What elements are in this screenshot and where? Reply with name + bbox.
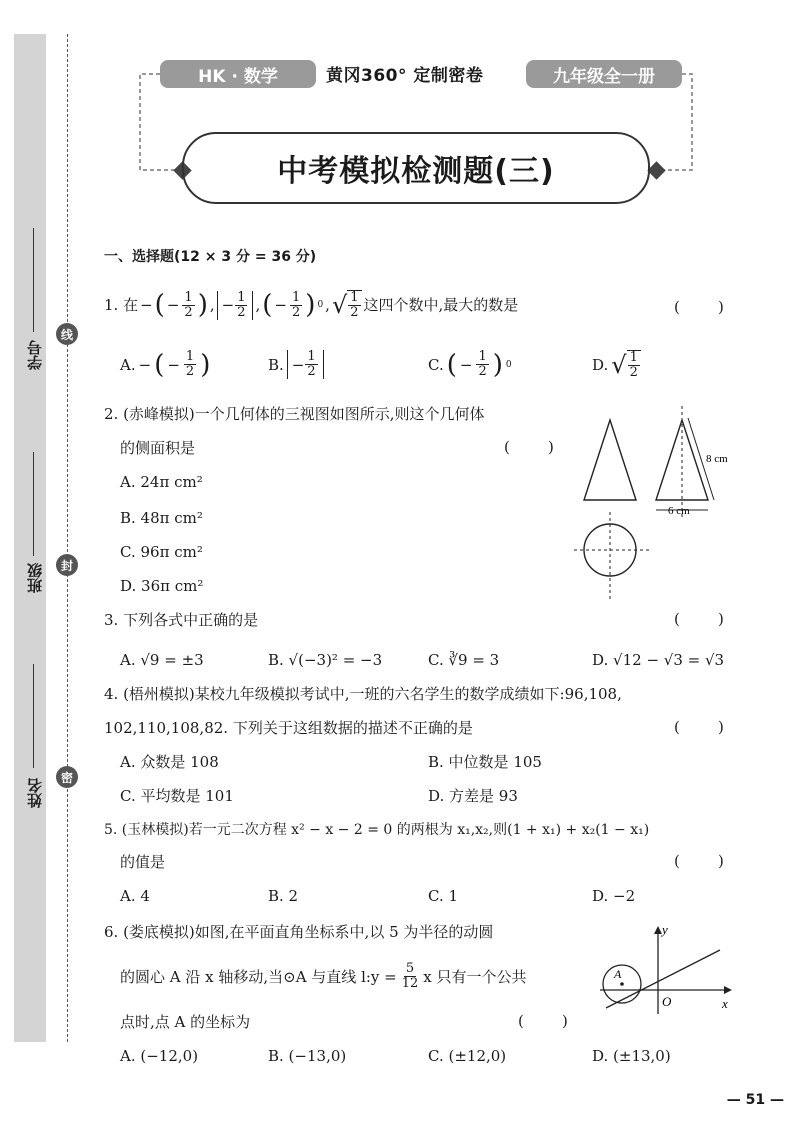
- question-6-line3: 点时,点 A 的坐标为: [120, 1013, 251, 1031]
- answer-blank-1[interactable]: ( ): [674, 298, 724, 316]
- option-4d[interactable]: D. 方差是 93: [428, 787, 518, 805]
- q1-comma: ,: [255, 296, 261, 314]
- option-5d[interactable]: D. −2: [592, 887, 636, 905]
- coordinate-figure: [596, 918, 746, 1018]
- x-label: x: [722, 996, 728, 1011]
- grade-pill: 九年级全一册: [526, 60, 682, 88]
- three-view-figure: [570, 400, 750, 605]
- option-5a[interactable]: A. 4: [120, 887, 150, 905]
- q1-paren-close: ): [197, 290, 208, 320]
- subject-pill: HK · 数学: [160, 60, 316, 88]
- page-title: 中考模拟检测题(三): [182, 132, 650, 204]
- point-a-label: A: [614, 967, 622, 981]
- slant-label: 8 cm: [706, 453, 728, 465]
- q1-minus: −: [140, 296, 153, 314]
- question-2-line2: 的侧面积是: [120, 439, 196, 457]
- option-6a[interactable]: A. (−12,0): [120, 1047, 199, 1065]
- brand-text: 黄冈360° 定制密卷: [326, 66, 484, 86]
- class-line: [33, 452, 34, 556]
- option-2a[interactable]: A. 24π cm²: [120, 473, 203, 491]
- exponent-zero: 0: [317, 300, 324, 310]
- option-6b[interactable]: B. (−13,0): [268, 1047, 347, 1065]
- x-arrow-icon: [724, 986, 732, 994]
- cut-line: [67, 34, 68, 1042]
- option-1d[interactable]: D. √ $\frac{1}{2}$: [592, 350, 641, 380]
- seal-mark-line: 线: [56, 323, 78, 345]
- name-field[interactable]: [24, 778, 44, 814]
- origin-label: O: [662, 994, 672, 1009]
- option-4b[interactable]: B. 中位数是 105: [428, 753, 542, 771]
- q1-paren-open: (: [154, 290, 165, 320]
- option-6c[interactable]: C. (±12,0): [428, 1047, 507, 1065]
- answer-blank-6[interactable]: ( ): [518, 1012, 568, 1030]
- class-label: 班级: [26, 563, 44, 593]
- answer-blank-3[interactable]: ( ): [674, 610, 724, 628]
- option-2c[interactable]: C. 96π cm²: [120, 543, 203, 561]
- option-4c[interactable]: C. 平均数是 101: [120, 787, 234, 805]
- fraction: $\frac{1}{2}$: [292, 289, 301, 320]
- question-6-line1: 6. (娄底模拟)如图,在平面直角坐标系中,以 5 为半径的动圆: [104, 923, 494, 941]
- base-label: 6 cm: [668, 505, 690, 517]
- question-5-line2: 的值是: [120, 853, 166, 871]
- q1-tail: 这四个数中,最大的数是: [363, 296, 519, 314]
- name-line: [33, 664, 34, 768]
- q1-num: 1. 在: [104, 296, 139, 314]
- q1-minus: −: [166, 296, 180, 314]
- option-2b[interactable]: B. 48π cm²: [120, 509, 203, 527]
- option-5b[interactable]: B. 2: [268, 887, 299, 905]
- front-view-triangle: [584, 420, 636, 500]
- seal-mark-seal: 封: [56, 554, 78, 576]
- y-label: y: [662, 922, 668, 937]
- option-4a[interactable]: A. 众数是 108: [120, 753, 219, 771]
- question-4-line1: 4. (梧州模拟)某校九年级模拟考试中,一班的六名学生的数学成绩如下:96,108,: [104, 685, 622, 703]
- binding-strip: [14, 34, 46, 1042]
- abs-value: − $\frac{1}{2}$: [217, 291, 254, 320]
- fraction: $\frac{5}{12}$: [401, 961, 419, 991]
- option-1a[interactable]: A. − ( − $\frac{1}{2}$ ): [120, 349, 211, 380]
- sqrt-expression: √ $\frac{1}{2}$: [332, 290, 362, 320]
- student-id-field[interactable]: [24, 340, 44, 376]
- answer-blank-5[interactable]: ( ): [674, 852, 724, 870]
- answer-blank-4[interactable]: ( ): [674, 718, 724, 736]
- option-3d[interactable]: D. √12 − √3 = √3: [592, 651, 725, 669]
- section-heading: 一、选择题(12 × 3 分 = 36 分): [104, 249, 317, 265]
- question-6-line2: 的圆心 A 沿 x 轴移动,当⊙A 与直线 l:y = $\frac{5}{12}$ x 只有一个公共: [120, 961, 527, 991]
- fraction: $\frac{1}{2}$: [184, 289, 193, 320]
- seal-mark-secret: 密: [56, 766, 78, 788]
- q1-comma: ,: [325, 296, 330, 314]
- option-6d[interactable]: D. (±13,0): [592, 1047, 671, 1065]
- option-3a[interactable]: A. √9 = ±3: [120, 651, 204, 669]
- name-label: 姓名: [26, 778, 44, 808]
- option-1b[interactable]: B. − $\frac{1}{2}$: [268, 350, 324, 379]
- question-1-stem: 1. 在 − ( − $\frac{1}{2}$ ) , − $\frac{1}{2}$ , ( − $\frac{1}{2}$ ) 0 , √ $\frac{1}{2}$ 这四个数中,最大的数是: [104, 289, 519, 320]
- page-number: — 51 —: [726, 1092, 784, 1108]
- question-5-line1: 5. (玉林模拟)若一元二次方程 x² − x − 2 = 0 的两根为 x₁,x₂,则(1 + x₁) + x₂(1 − x₁): [104, 822, 650, 838]
- option-2d[interactable]: D. 36π cm²: [120, 577, 204, 595]
- question-4-line2: 102,110,108,82. 下列关于这组数据的描述不正确的是: [104, 719, 473, 737]
- answer-blank-2[interactable]: ( ): [504, 438, 554, 456]
- option-3b[interactable]: B. √(−3)² = −3: [268, 651, 383, 669]
- student-id-line: [33, 228, 34, 332]
- y-arrow-icon: [654, 926, 662, 934]
- option-5c[interactable]: C. 1: [428, 887, 459, 905]
- question-3-stem: 3. 下列各式中正确的是: [104, 611, 259, 629]
- class-field[interactable]: [24, 563, 44, 599]
- q1-comma: ,: [209, 296, 215, 314]
- question-2-line1: 2. (赤峰模拟)一个几何体的三视图如图所示,则这个几何体: [104, 405, 485, 423]
- option-1c[interactable]: C. ( − $\frac{1}{2}$ ) 0: [428, 349, 512, 380]
- student-id-label: 学号: [26, 340, 44, 370]
- option-3c[interactable]: C. ∛9 = 3: [428, 651, 500, 669]
- center-point: [620, 982, 624, 986]
